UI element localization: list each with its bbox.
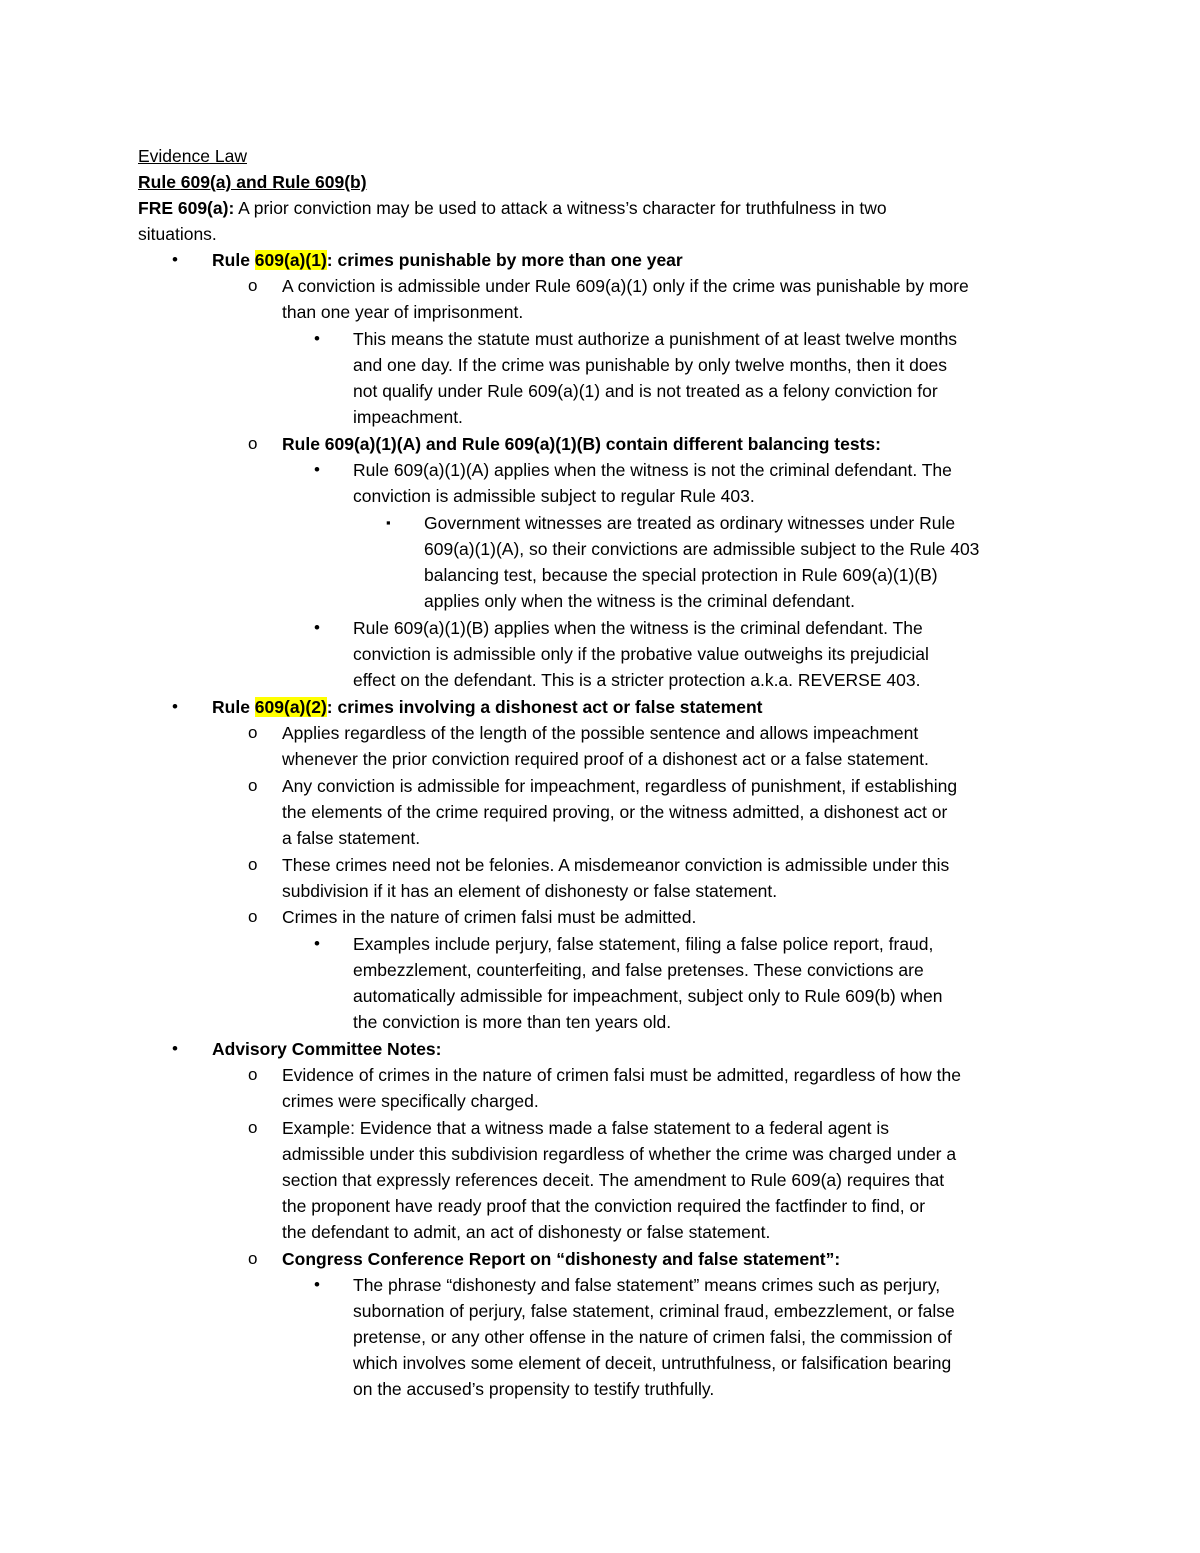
disc-bullet-icon: • [314, 460, 320, 479]
list-item-line: Applies regardless of the length of the possible sentence and allows impeachment [282, 723, 919, 743]
list-item-line: the elements of the crime required proving, or the witness admitted, a dishonest act or [282, 802, 948, 822]
list-item-line: subornation of perjury, false statement, criminal fraud, embezzlement, or false [353, 1301, 955, 1321]
disc-bullet-icon: • [314, 1275, 320, 1294]
intro-line-2: situations. [138, 224, 217, 244]
list-item-line: automatically admissible for impeachment, subject only to Rule 609(b) when [353, 986, 943, 1006]
section1-prefix: Rule [212, 250, 255, 270]
list-item-line: on the accused’s propensity to testify truthfully. [353, 1379, 715, 1399]
section2-highlight: 609(a)(2) [254, 697, 327, 717]
list-item-line: Rule 609(a)(1)(A) applies when the witness is not the criminal defendant. The [353, 460, 952, 480]
section2-prefix: Rule [212, 697, 255, 717]
circle-bullet-icon: o [248, 1065, 258, 1084]
disc-bullet-icon: • [314, 329, 320, 348]
list-item-line: 609(a)(1)(A), so their convictions are admissible subject to the Rule 403 [424, 539, 980, 559]
list-item-line: Government witnesses are treated as ordinary witnesses under Rule [424, 513, 956, 533]
intro-text-1: A prior conviction may be used to attack a witness’s character for truthfulness in two [234, 198, 887, 218]
list-item-line: than one year of imprisonment. [282, 302, 524, 322]
list-item-line: embezzlement, counterfeiting, and false pretenses. These convictions are [353, 960, 924, 980]
disc-bullet-icon: • [172, 250, 178, 269]
list-item-line: Rule 609(a)(1)(B) applies when the witness is the criminal defendant. The [353, 618, 923, 638]
list-item-line: impeachment. [353, 407, 463, 427]
section1-highlight: 609(a)(1) [254, 250, 327, 270]
list-item-line: effect on the defendant. This is a stricter protection a.k.a. REVERSE 403. [353, 670, 921, 690]
list-item-line: balancing test, because the special protection in Rule 609(a)(1)(B) [424, 565, 938, 585]
list-item-line: a false statement. [282, 828, 421, 848]
disc-bullet-icon: • [172, 697, 178, 716]
list-item-line: Rule 609(a)(1)(A) and Rule 609(a)(1)(B) contain different balancing tests: [282, 434, 881, 454]
list-item-line: pretense, or any other offense in the nature of crimen falsi, the commission of [353, 1327, 952, 1347]
section2-heading-text: : crimes involving a dishonest act or false statement [326, 697, 763, 717]
circle-bullet-icon: o [248, 1249, 258, 1268]
section2-heading [212, 694, 762, 720]
list-item-line: admissible under this subdivision regardless of whether the crime was charged under a [282, 1144, 957, 1164]
document-title: Evidence Law [138, 146, 247, 166]
list-item-line: not qualify under Rule 609(a)(1) and is not treated as a felony conviction for [353, 381, 938, 401]
circle-bullet-icon: o [248, 776, 258, 795]
list-item-line: the conviction is more than ten years old. [353, 1012, 672, 1032]
list-item-line: Example: Evidence that a witness made a false statement to a federal agent is [282, 1118, 890, 1138]
square-bullet-icon: ▪ [386, 515, 391, 530]
list-item-line: conviction is admissible subject to regular Rule 403. [353, 486, 755, 506]
disc-bullet-icon: • [314, 618, 320, 637]
list-item-line: crimes were specifically charged. [282, 1091, 539, 1111]
list-item-line: Congress Conference Report on “dishonesty and false statement”: [282, 1249, 841, 1269]
disc-bullet-icon: • [314, 934, 320, 953]
list-item-line: Crimes in the nature of crimen falsi must be admitted. [282, 907, 697, 927]
list-item-line: This means the statute must authorize a punishment of at least twelve months [353, 329, 958, 349]
intro-line-1 [138, 195, 887, 221]
list-item-line: the proponent have ready proof that the conviction required the factfinder to find, or [282, 1196, 926, 1216]
list-item-line: subdivision if it has an element of dishonesty or false statement. [282, 881, 778, 901]
circle-bullet-icon: o [248, 276, 258, 295]
circle-bullet-icon: o [248, 907, 258, 926]
list-item-line: whenever the prior conviction required proof of a dishonest act or a false statement. [282, 749, 929, 769]
list-item-line: which involves some element of deceit, untruthfulness, or falsification bearing [353, 1353, 952, 1373]
circle-bullet-icon: o [248, 1118, 258, 1137]
list-item-line: conviction is admissible only if the probative value outweighs its prejudicial [353, 644, 929, 664]
circle-bullet-icon: o [248, 855, 258, 874]
list-item-line: A conviction is admissible under Rule 609(a)(1) only if the crime was punishable by more [282, 276, 969, 296]
circle-bullet-icon: o [248, 723, 258, 742]
intro-label: FRE 609(a): [138, 198, 235, 218]
disc-bullet-icon: • [172, 1039, 178, 1058]
list-item-line: Examples include perjury, false statement, filing a false police report, fraud, [353, 934, 934, 954]
document-subtitle: Rule 609(a) and Rule 609(b) [138, 172, 367, 192]
section1-heading [212, 247, 683, 273]
list-item-line: section that expressly references deceit. The amendment to Rule 609(a) requires that [282, 1170, 945, 1190]
list-item-line: Any conviction is admissible for impeachment, regardless of punishment, if establishing [282, 776, 958, 796]
list-item-line: Evidence of crimes in the nature of crimen falsi must be admitted, regardless of how the [282, 1065, 961, 1085]
section3-heading: Advisory Committee Notes: [212, 1039, 442, 1059]
list-item-line: and one day. If the crime was punishable by only twelve months, then it does [353, 355, 948, 375]
list-item-line: the defendant to admit, an act of dishonesty or false statement. [282, 1222, 771, 1242]
circle-bullet-icon: o [248, 434, 258, 453]
section1-heading-text: : crimes punishable by more than one year [326, 250, 683, 270]
list-item-line: These crimes need not be felonies. A misdemeanor conviction is admissible under this [282, 855, 950, 875]
list-item-line: applies only when the witness is the criminal defendant. [424, 591, 855, 611]
list-item-line: The phrase “dishonesty and false statement” means crimes such as perjury, [353, 1275, 941, 1295]
